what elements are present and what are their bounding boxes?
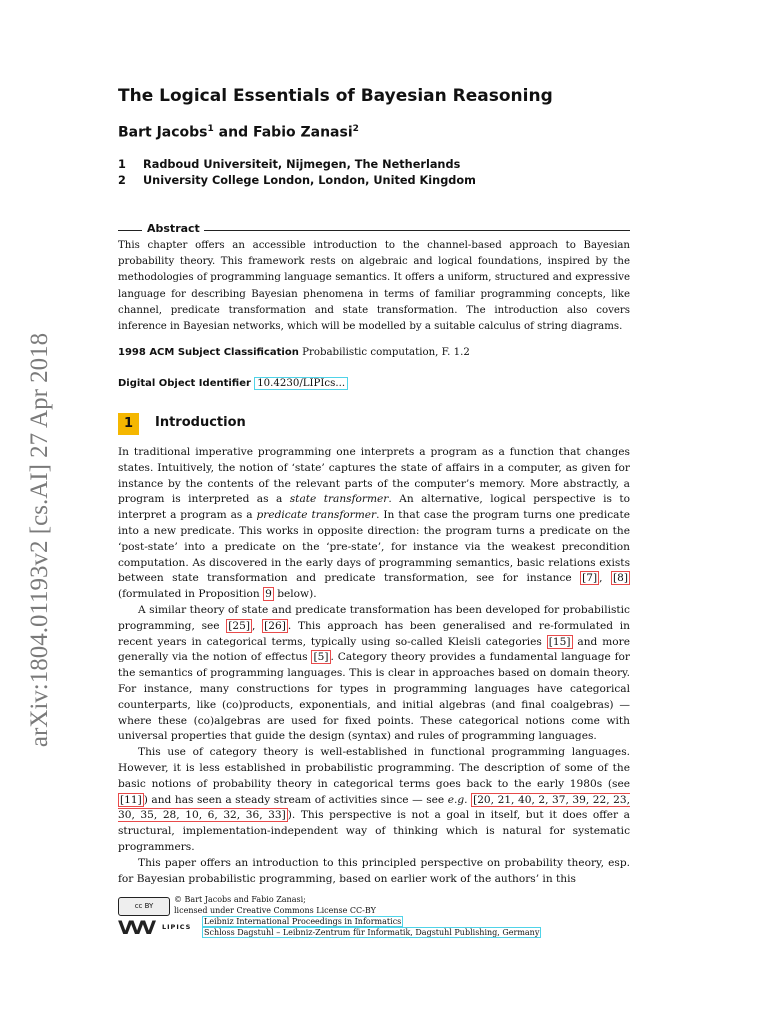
citation-link-group[interactable]: [20, 21, 40, 2, 37, 39, 22, 23, 30, 35, 28, 10, 6, 32, 36, 33] [118,793,631,822]
text-run: . In that case the program turns one predicate into a new predicate. This works in opposite direction: the program turns a predicate on the ‘post-state’ into a predicate on the ‘pre-state’, for instance via the weakest precondition computation. As discovered in the early days of programming semantics, basic relations exists between state transformation and predicate transformation, see for instance [118,509,631,585]
citation-link[interactable]: [25] [228,619,251,632]
emphasis: state transformer [289,493,389,506]
publisher-link-text[interactable]: Schloss Dagstuhl – Leibniz-Zentrum für Informatik, Dagstuhl Publishing, Germany [204,928,540,937]
paper-title: The Logical Essentials of Bayesian Reasoning [118,86,553,106]
text-run: . This approach has been generalised and re-formulated in recent years in categorical terms, typically using so-called Kleisli categories [118,619,630,648]
license-notice: licensed under Creative Commons License CC-BY [174,906,376,915]
abstract-rule [204,230,630,231]
citation-link[interactable]: [8] [612,572,628,585]
citation-link[interactable]: [5] [313,651,329,664]
lipics-wordmark: LIPICS [162,923,192,931]
section-number: 1 [118,413,139,435]
affiliation-marker: 1 [207,124,214,134]
text-run: ) and has seen a steady stream of activities since — see [143,793,448,806]
affiliation [118,158,460,171]
text-run: (formulated in Proposition [118,588,264,601]
paragraph [118,603,630,745]
paragraph [118,445,630,603]
emphasis: predicate transformer [256,509,377,522]
author-name: Bart Jacobs [118,124,208,141]
affiliation-number: 1 [118,158,126,171]
section-title: Introduction [155,415,246,430]
series-link [202,917,403,926]
series-link-text[interactable]: Leibniz International Proceedings in Informatics [204,917,402,926]
paragraph [118,745,630,856]
proposition-link[interactable]: 9 [265,588,272,601]
author-name: Fabio Zanasi [252,124,353,141]
text-run: , [252,619,263,632]
copyright-notice: © Bart Jacobs and Fabio Zanasi; [174,895,306,904]
text-run: . Category theory provides a fundamental language for the semantics of programming languages. This is clear in approaches based on domain theory. For instance, many constructions for types in programming languages have categorical counterparts, like (co)products, exponentials, and initial algebras (and final coalgebras) — where these (co)algebras are used for fixed points. These categorical notions come with universal properties that guide the design (syntax) and rules of programming languages. [118,651,630,743]
doi-label: Digital Object Identifier [118,378,251,389]
acm-classification [118,347,470,358]
author-list [118,124,359,141]
creative-commons-icon: cc BY [118,897,170,916]
text-run: This paper offers an introduction to this principled perspective on probability theory, esp. for Bayesian probabilistic programming, based on earlier work of the authors’ in this [118,856,630,885]
affiliation-text: Radboud Universiteit, Nijmegen, The Netherlands [143,158,461,171]
acm-label: 1998 ACM Subject Classification [118,347,299,358]
author-separator: and [213,124,253,141]
text-run: . An alternative, logical perspective is to interpret a program as a [118,493,631,522]
license-footer [118,895,588,941]
doi-line [118,378,348,389]
text-run: , [599,572,611,585]
abstract-label: Abstract [147,222,200,235]
citation-link[interactable]: [11] [120,793,142,806]
text-run: ). This perspective is not a goal in itself, but it does offer a structural, implementation-independent way of thinking which is natural for systematic programmers. [118,809,630,853]
text-run: This use of category theory is well-established in functional programming languages. However, it is less established in probabilistic programming. The description of some of the basic notions of probability theory in categorical terms goes back to the early 1980s (see [118,746,630,790]
acm-value: Probabilistic computation, F. 1.2 [302,347,470,358]
citation-link[interactable]: [15] [548,635,571,648]
citation-link[interactable]: [7] [582,572,598,585]
doi-link[interactable]: 10.4230/LIPIcs... [254,377,348,390]
affiliation-number: 2 [118,174,126,187]
abstract-text: This chapter offers an accessible introduction to the channel-based approach to Bayesian probability theory. This framework rests on algebraic and logical foundations, inspired by the methodologies of programming language semantics. It offers a uniform, structured and expressive language for describing Bayesian phenomena in terms of familiar programming concepts, like channel, predicate transformation and state transformation. The introduction also covers inference in Bayesian networks, which will be modelled by a suitable calculus of string diagrams. [118,240,630,333]
text-run: A similar theory of state and predicate transformation has been developed for probabilistic programming, see [118,603,630,632]
publisher-link [202,928,541,937]
section-body [118,445,630,887]
text-run: In traditional imperative programming one interprets a program as a function that changes states. Intuitively, the notion of ‘state’ captures the state of affairs in a computer, as given for instance by the contents of the relevant parts of the computer’s memory. More abstractly, a program is interpreted as a [118,446,630,506]
emphasis: e.g. [447,793,468,806]
affiliation-marker: 2 [352,124,359,134]
text-run: below). [273,588,317,601]
arxiv-identifier-stamp: arXiv:1804.01193v2 [cs.AI] 27 Apr 2018 [26,332,53,748]
citation-link[interactable]: [26] [264,619,286,632]
affiliation-text: University College London, London, United Kingdom [143,174,476,187]
lipics-logo [118,917,198,939]
affiliation [118,174,476,187]
abstract-rule [118,230,142,231]
abstract-heading [118,222,630,238]
text-run: and more generally via the notion of effectus [118,635,630,664]
paragraph [118,856,630,888]
lipics-mark-icon: VVV [118,917,154,939]
